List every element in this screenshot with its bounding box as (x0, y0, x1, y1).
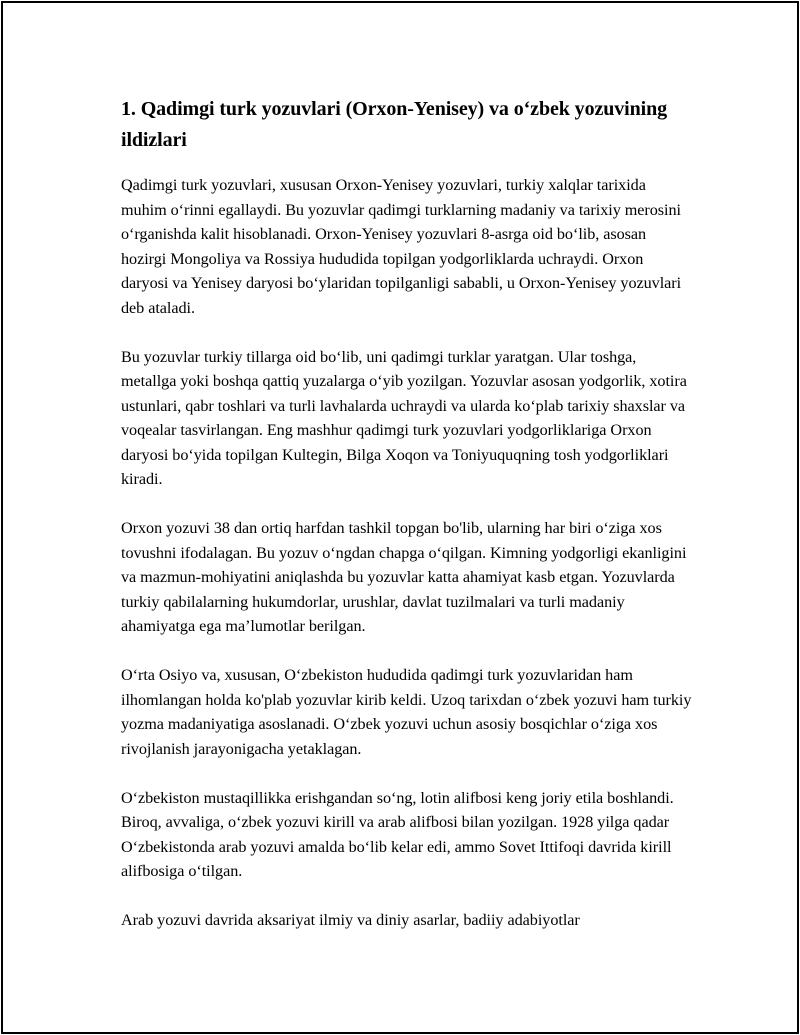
paragraph: Orxon yozuvi 38 dan ortiq harfdan tashkil topgan bo'lib, ularning har biri o‘ziga xos tovushni ifodalagan. Bu yozuv o‘ngdan chapga o‘qilgan. Kimning yodgorligi ekanligini va mazmun-mohiyatini aniqlashda bu yozuvlar katta ahamiyat kasb etgan. Yozuvlarda turkiy qabilalarning hukumdorlar, urushlar, davlat tuzilmalari va turli madaniy ahamiyatga ega ma’lumotlar berilgan. (121, 519, 687, 635)
document-page (1, 1, 799, 1034)
section-heading: 1. Qadimgi turk yozuvlari (Orxon-Yenisey) va o‘zbek yozuvining ildizlari (121, 98, 668, 151)
document-body (121, 94, 693, 957)
paragraph: Qadimgi turk yozuvlari, xususan Orxon-Yenisey yozuvlari, turkiy xalqlar tarixida muhim o‘rinni egallaydi. Bu yozuvlar qadimgi turklarning madaniy va tarixiy merosini o‘rganishda kalit hisoblanadi. Orxon-Yenisey yozuvlari 8-asrga oid bo‘lib, asosan hozirgi Mongoliya va Rossiya hududida topilgan yodgorliklarda uchraydi. Orxon daryosi va Yenisey daryosi bo‘ylaridan topilganligi sababli, u Orxon-Yenisey yozuvlari deb ataladi. (121, 176, 682, 317)
paragraph: O‘rta Osiyo va, xususan, O‘zbekiston hududida qadimgi turk yozuvlaridan ham ilhomlangan holda ko'plab yozuvlar kirib keldi. Uzoq tarixdan o‘zbek yozuvi ham turkiy yozma madaniyatiga asoslanadi. O‘zbek yozuvi uchun asosiy bosqichlar o‘ziga xos rivojlanish jarayonigacha yetaklagan. (121, 666, 692, 758)
paragraph: Arab yozuvi davrida aksariyat ilmiy va diniy asarlar, badiiy adabiyotlar (121, 911, 580, 929)
paragraph: Bu yozuvlar turkiy tillarga oid bo‘lib, uni qadimgi turklar yaratgan. Ular toshga, metallga yoki boshqa qattiq yuzalarga o‘yib yozilgan. Yozuvlar asosan yodgorlik, xotira ustunlari, qabr toshlari va turli lavhalarda uchraydi va ularda ko‘plab tarixiy shaxslar va voqealar tasvirlangan. Eng mashhur qadimgi turk yozuvlari yodgorliklariga Orxon daryosi bo‘yida topilgan Kultegin, Bilga Xoqon va Toniyuquqning tosh yodgorliklari kiradi. (121, 347, 687, 488)
paragraph: O‘zbekiston mustaqillikka erishgandan so‘ng, lotin alifbosi keng joriy etila boshlandi. Biroq, avvaliga, o‘zbek yozuvi kirill va arab alifbosi bilan yozilgan. 1928 yilga qadar O‘zbekistonda arab yozuvi amalda bo‘lib kelar edi, ammo Sovet Ittifoqi davrida kirill alifbosiga o‘tilgan. (121, 788, 674, 880)
